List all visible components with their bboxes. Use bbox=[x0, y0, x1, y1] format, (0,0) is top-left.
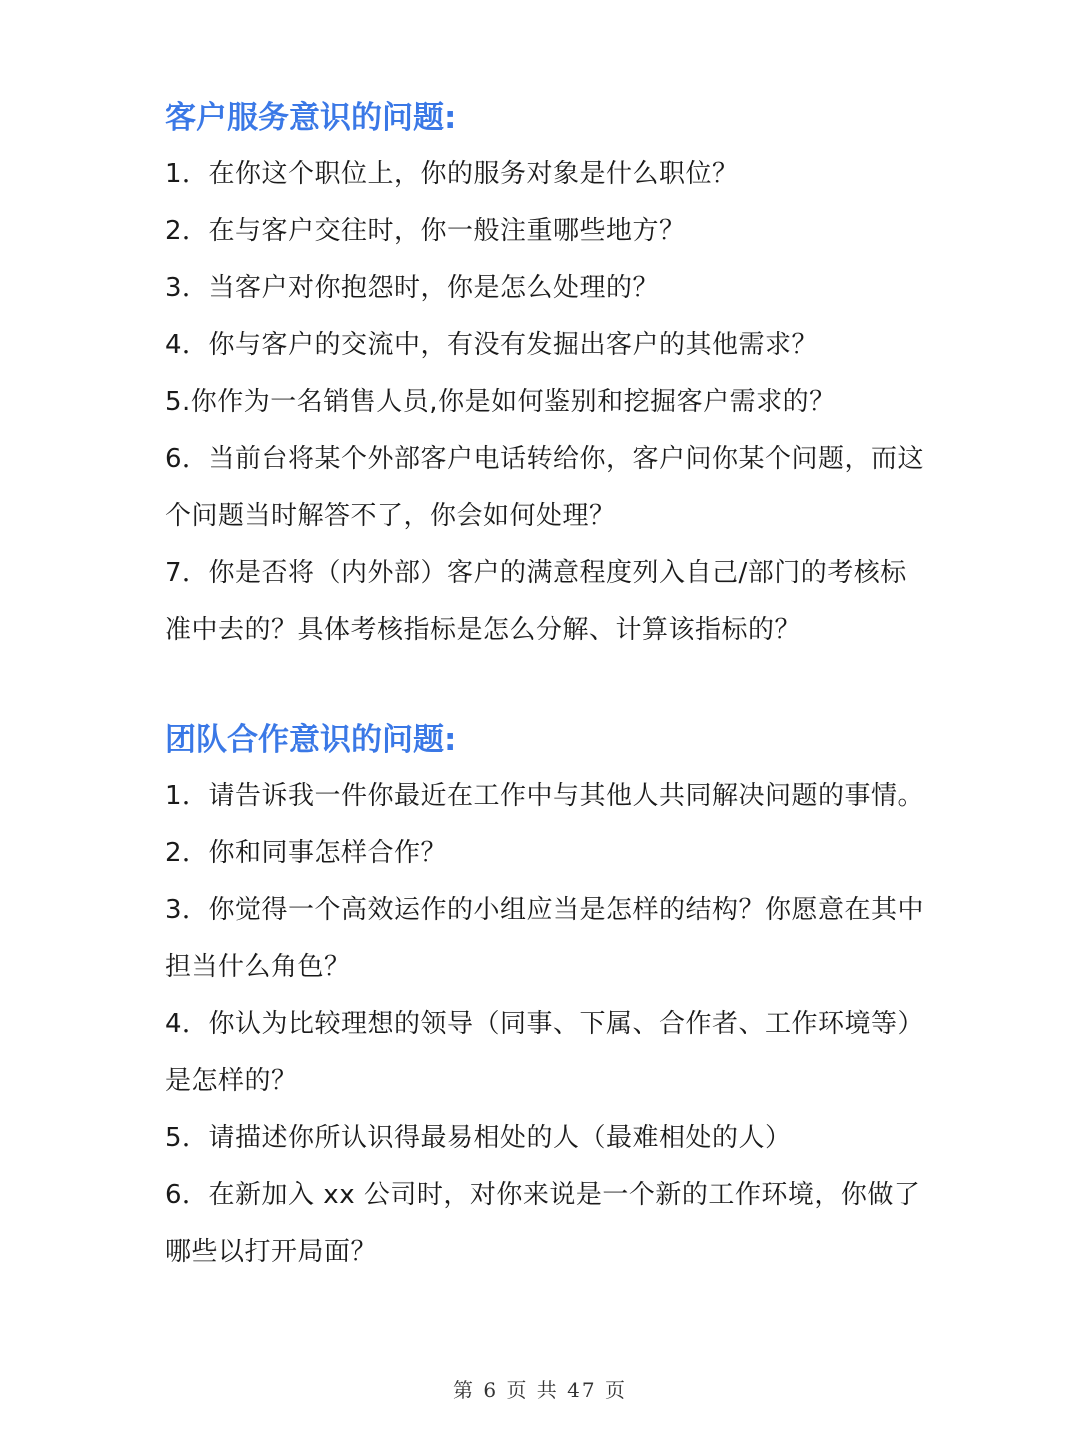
question-item: 3．你觉得一个高效运作的小组应当是怎样的结构？你愿意在其中担当什么角色？ bbox=[165, 895, 925, 982]
question-item: 2．你和同事怎样合作？ bbox=[165, 838, 448, 868]
question-list bbox=[165, 146, 925, 659]
question-item: 1．请告诉我一件你最近在工作中与其他人共同解决问题的事情。 bbox=[165, 781, 925, 811]
section-title: 客户服务意识的问题: bbox=[165, 100, 457, 136]
question-item: 7．你是否将（内外部）客户的满意程度列入自己/部门的考核标准中去的？具体考核指标是怎么分解、计算该指标的？ bbox=[165, 558, 907, 645]
question-item: 4．你与客户的交流中，有没有发掘出客户的其他需求？ bbox=[165, 330, 819, 360]
question-item: 5．请描述你所认识得最易相处的人（最难相处的人） bbox=[165, 1123, 792, 1153]
page-number: 第 6 页 共 47 页 bbox=[453, 1378, 627, 1402]
question-list bbox=[165, 768, 925, 1281]
question-item: 6．在新加入 xx 公司时，对你来说是一个新的工作环境，你做了哪些以打开局面？ bbox=[165, 1180, 921, 1267]
question-item: 4．你认为比较理想的领导（同事、下属、合作者、工作环境等）是怎样的？ bbox=[165, 1009, 925, 1096]
section-customer-service bbox=[165, 98, 925, 659]
section-title: 团队合作意识的问题: bbox=[165, 722, 457, 758]
question-item: 2．在与客户交往时，你一般注重哪些地方？ bbox=[165, 216, 686, 246]
question-item: 5.你作为一名销售人员,你是如何鉴别和挖掘客户需求的？ bbox=[165, 387, 836, 417]
question-item: 1．在你这个职位上，你的服务对象是什么职位？ bbox=[165, 159, 739, 189]
question-item: 6．当前台将某个外部客户电话转给你，客户问你某个问题，而这个问题当时解答不了，你会如何处理？ bbox=[165, 444, 925, 531]
section-teamwork bbox=[165, 720, 925, 1281]
question-item: 3．当客户对你抱怨时，你是怎么处理的？ bbox=[165, 273, 660, 303]
